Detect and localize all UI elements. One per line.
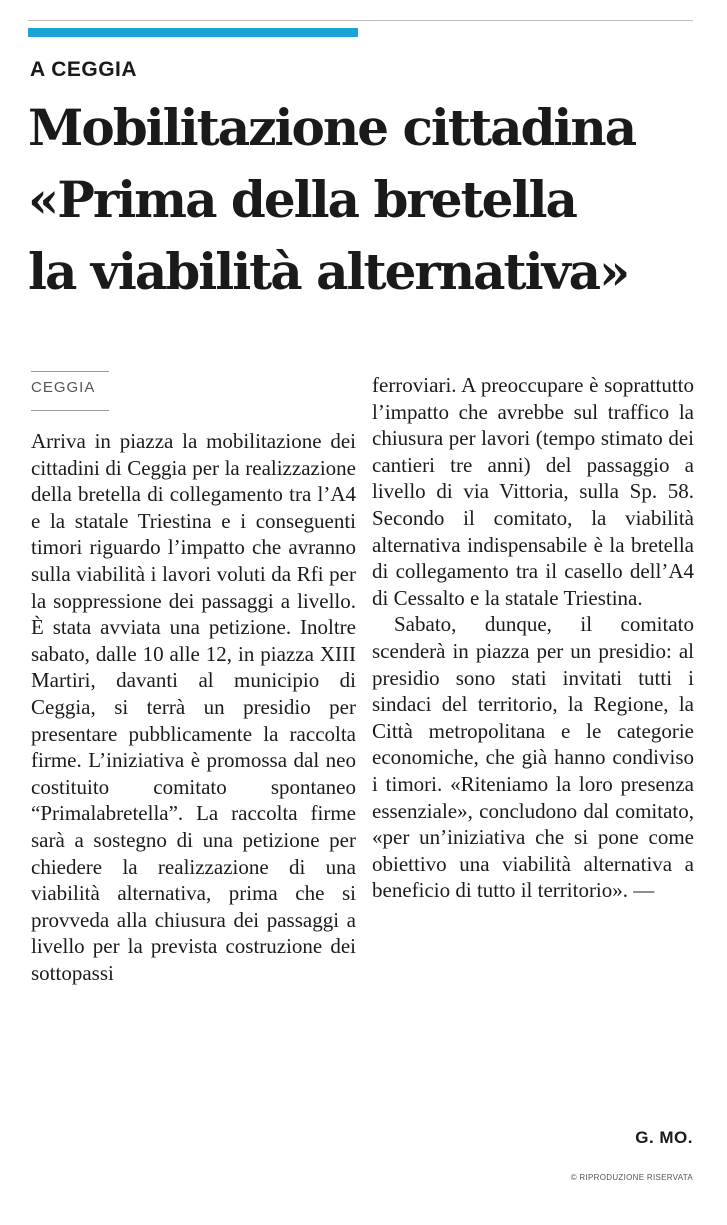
kicker: A CEGGIA: [30, 58, 138, 81]
headline-line-3: la viabilità alternativa»: [28, 242, 629, 301]
author-signature: G. MO.: [635, 1128, 693, 1147]
article-column-2: [372, 372, 694, 904]
copyright-notice: © RIPRODUZIONE RISERVATA: [570, 1173, 693, 1182]
article-paragraph: Arriva in piazza la mobilitazione dei cittadini di Ceggia per la realizzazione della bretella di collegamento tra l’A4 e la statale Triestina e i conseguenti timori riguardo l’impatto che avranno sulla viabilità i lavori voluti da Rfi per la soppressione dei passaggi a livello. È stata avviata una petizione. Inoltre sabato, dalle 10 alle 12, in piazza XIII Martiri, davanti al municipio di Ceggia, si terrà un presidio per presentare pubblicamente la raccolta firme. L’iniziativa è promossa dal neo costituito comitato spontaneo “Primalabretella”. La raccolta firme sarà a sostegno di una petizione per chiedere la realizzazione di una viabilità alternativa, prima che si provveda alla chiusura dei passaggi a livello per la prevista costruzione dei sottopassi: [31, 429, 356, 985]
headline-line-1: Mobilitazione cittadina: [28, 98, 636, 157]
top-rule: [28, 20, 693, 21]
article-column-1: [31, 428, 356, 986]
location-label: CEGGIA: [31, 379, 96, 396]
location-rule-top: [31, 371, 109, 372]
article-paragraph: Sabato, dunque, il comitato scenderà in piazza per un presidio: al presidio sono stati invitati tutti i sindaci del territorio, la Regione, la Città metropolitana e le categorie economiche, che già hanno condiviso i timori. «Riteniamo la loro presenza essenziale», concludono dal comitato, «per un’iniziativa che si pone come obiettivo una viabilità alternativa a beneficio di tutto il territorio». —: [372, 612, 694, 903]
accent-bar: [28, 28, 358, 37]
headline: [28, 92, 718, 308]
article-paragraph: ferroviari. A preoccupare è soprattutto l’impatto che avrebbe sul traffico la chiusura per lavori (tempo stimato dei cantieri tre anni) del passaggio a livello di via Vittoria, sulla Sp. 58. Secondo il comitato, la viabilità alternativa indispensabile è la bretella di collegamento tra il casello dell’A4 di Cessalto e la statale Triestina.: [372, 373, 694, 610]
headline-line-2: «Prima della bretella: [28, 170, 576, 229]
location-rule-bottom: [31, 410, 109, 411]
